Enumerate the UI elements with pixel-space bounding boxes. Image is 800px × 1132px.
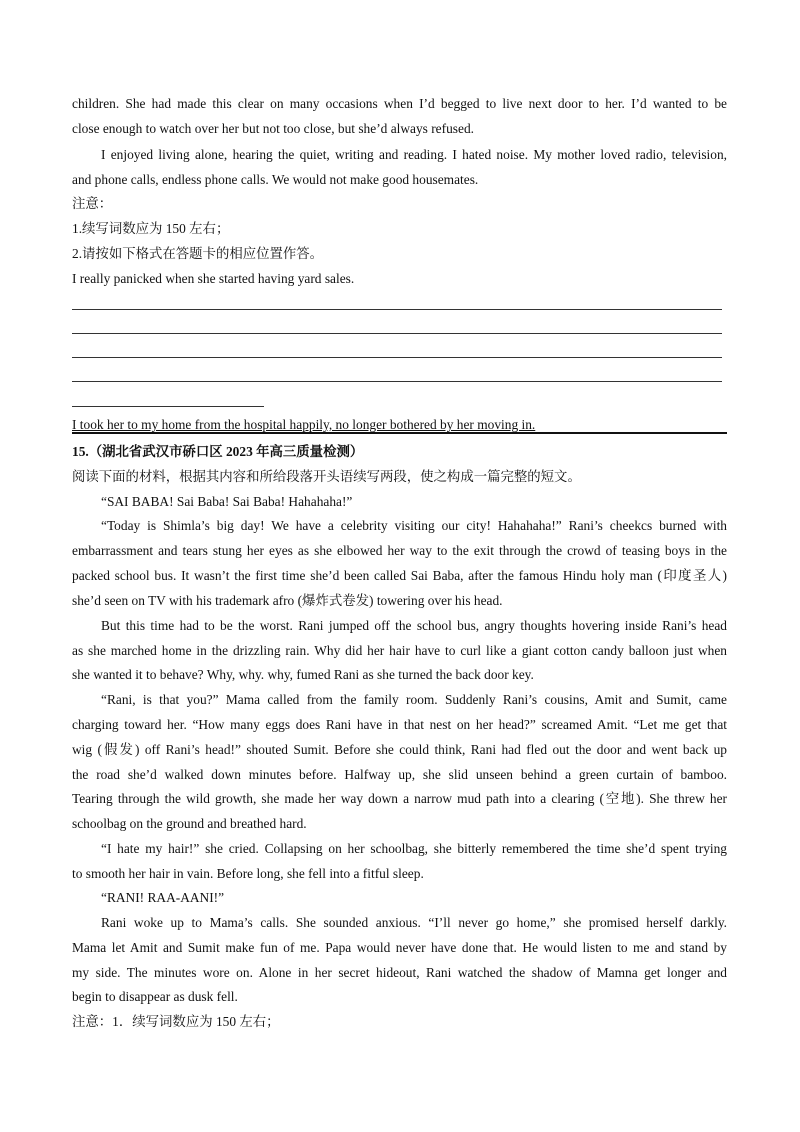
passage-line: close enough to watch over her but not too close, but she’d always refused. xyxy=(72,121,474,136)
answer-line xyxy=(72,357,722,358)
passage-line: as she marched home in the drizzling rain. Why did her hair have to curl like a giant cotton candy balloon just when xyxy=(72,643,727,658)
notes-title: 注意： xyxy=(72,196,113,211)
answer-line xyxy=(72,333,722,334)
answer-line xyxy=(72,381,722,382)
passage-line: “SAI BABA! Sai Baba! Sai Baba! Hahahaha!” xyxy=(101,494,353,509)
passage-line: “Today is Shimla’s big day! We have a celebrity visiting our city! Hahahaha!” Rani’s cheekcs burned with xyxy=(101,518,727,533)
passage-line: packed school bus. It wasn’t the first time she’d been called Sai Baba, after the famous Hindu holy man (印度圣人) xyxy=(72,568,727,583)
passage-line: I enjoyed living alone, hearing the quiet, writing and reading. I hated noise. My mother loved radio, television, xyxy=(101,147,727,162)
passage-line: and phone calls, endless phone calls. We would not make good housemates. xyxy=(72,172,479,187)
passage-line: Rani woke up to Mama’s calls. She sounded anxious. “I’ll never go home,” she promised herself darkly. xyxy=(101,915,727,930)
passage-line: the road she’d walked down minutes before. Halfway up, she slid unseen behind a green curtain of bamboo. xyxy=(72,767,727,782)
passage-line: my side. The minutes wore on. Alone in her secret hideout, Rani watched the shadow of Mamna get longer and xyxy=(72,965,727,980)
passage-line: schoolbag on the ground and breathed hard. xyxy=(72,816,307,831)
passage-line: Mama let Amit and Sumit make fun of me. Papa would never have done that. He would listen to me and stand by xyxy=(72,940,727,955)
passage-line: embarrassment and tears stung her eyes as she elbowed her way to the exit through the crowd of teasing boys in the xyxy=(72,543,727,558)
passage-line: wig (假发) off Rani’s head!” shouted Sumit. Before she could think, Rani had fled out the door and went back up xyxy=(72,742,727,757)
prompt-end: I took her to my home from the hospital happily, no longer bothered by her moving in. xyxy=(72,417,536,432)
passage-line: children. She had made this clear on many occasions when I’d begged to live next door to her. I’d wanted to be xyxy=(72,96,727,111)
instructions: 阅读下面的材料，根据其内容和所给段落开头语续写两段，使之构成一篇完整的短文。 xyxy=(72,469,581,484)
passage-line: to smooth her hair in vain. Before long, she fell into a fitful sleep. xyxy=(72,866,424,881)
passage-line: begin to disappear as dusk fell. xyxy=(72,989,238,1004)
passage-line: she’d seen on TV with his trademark afro (爆炸式卷发) towering over his head. xyxy=(72,593,503,608)
question-heading: 15.（湖北省武汉市硚口区 2023 年高三质量检测） xyxy=(72,444,364,459)
note-item: 1.续写词数应为 150 左右； xyxy=(72,221,230,236)
answer-line xyxy=(72,406,264,407)
passage-line: “I hate my hair!” she cried. Collapsing on her schoolbag, she bitterly remembered the time she’d spent trying xyxy=(101,841,727,856)
passage-line: But this time had to be the worst. Rani jumped off the school bus, angry thoughts hovering inside Rani’s head xyxy=(101,618,727,633)
note-item: 2.请按如下格式在答题卡的相应位置作答。 xyxy=(72,246,324,261)
prompt-start: I really panicked when she started having yard sales. xyxy=(72,271,355,286)
passage-line: charging toward her. “How many eggs does Rani have in that nest on her head?” screamed Amit. “Let me get that xyxy=(72,717,727,732)
section-divider xyxy=(72,432,727,434)
passage-line: she wanted it to behave? Why, why. why, fumed Rani as she turned the back door key. xyxy=(72,667,534,682)
passage-line: “Rani, is that you?” Mama called from the family room. Suddenly Rani’s cousins, Amit and Sumit, came xyxy=(101,692,727,707)
answer-line xyxy=(72,309,722,310)
passage-line: Tearing through the wild growth, she made her way down a narrow mud path into a clearing (空地). She threw her xyxy=(72,791,727,806)
passage-line: “RANI! RAA-AANI!” xyxy=(101,890,225,905)
note-item: 注意：1．续写词数应为 150 左右； xyxy=(72,1014,280,1029)
